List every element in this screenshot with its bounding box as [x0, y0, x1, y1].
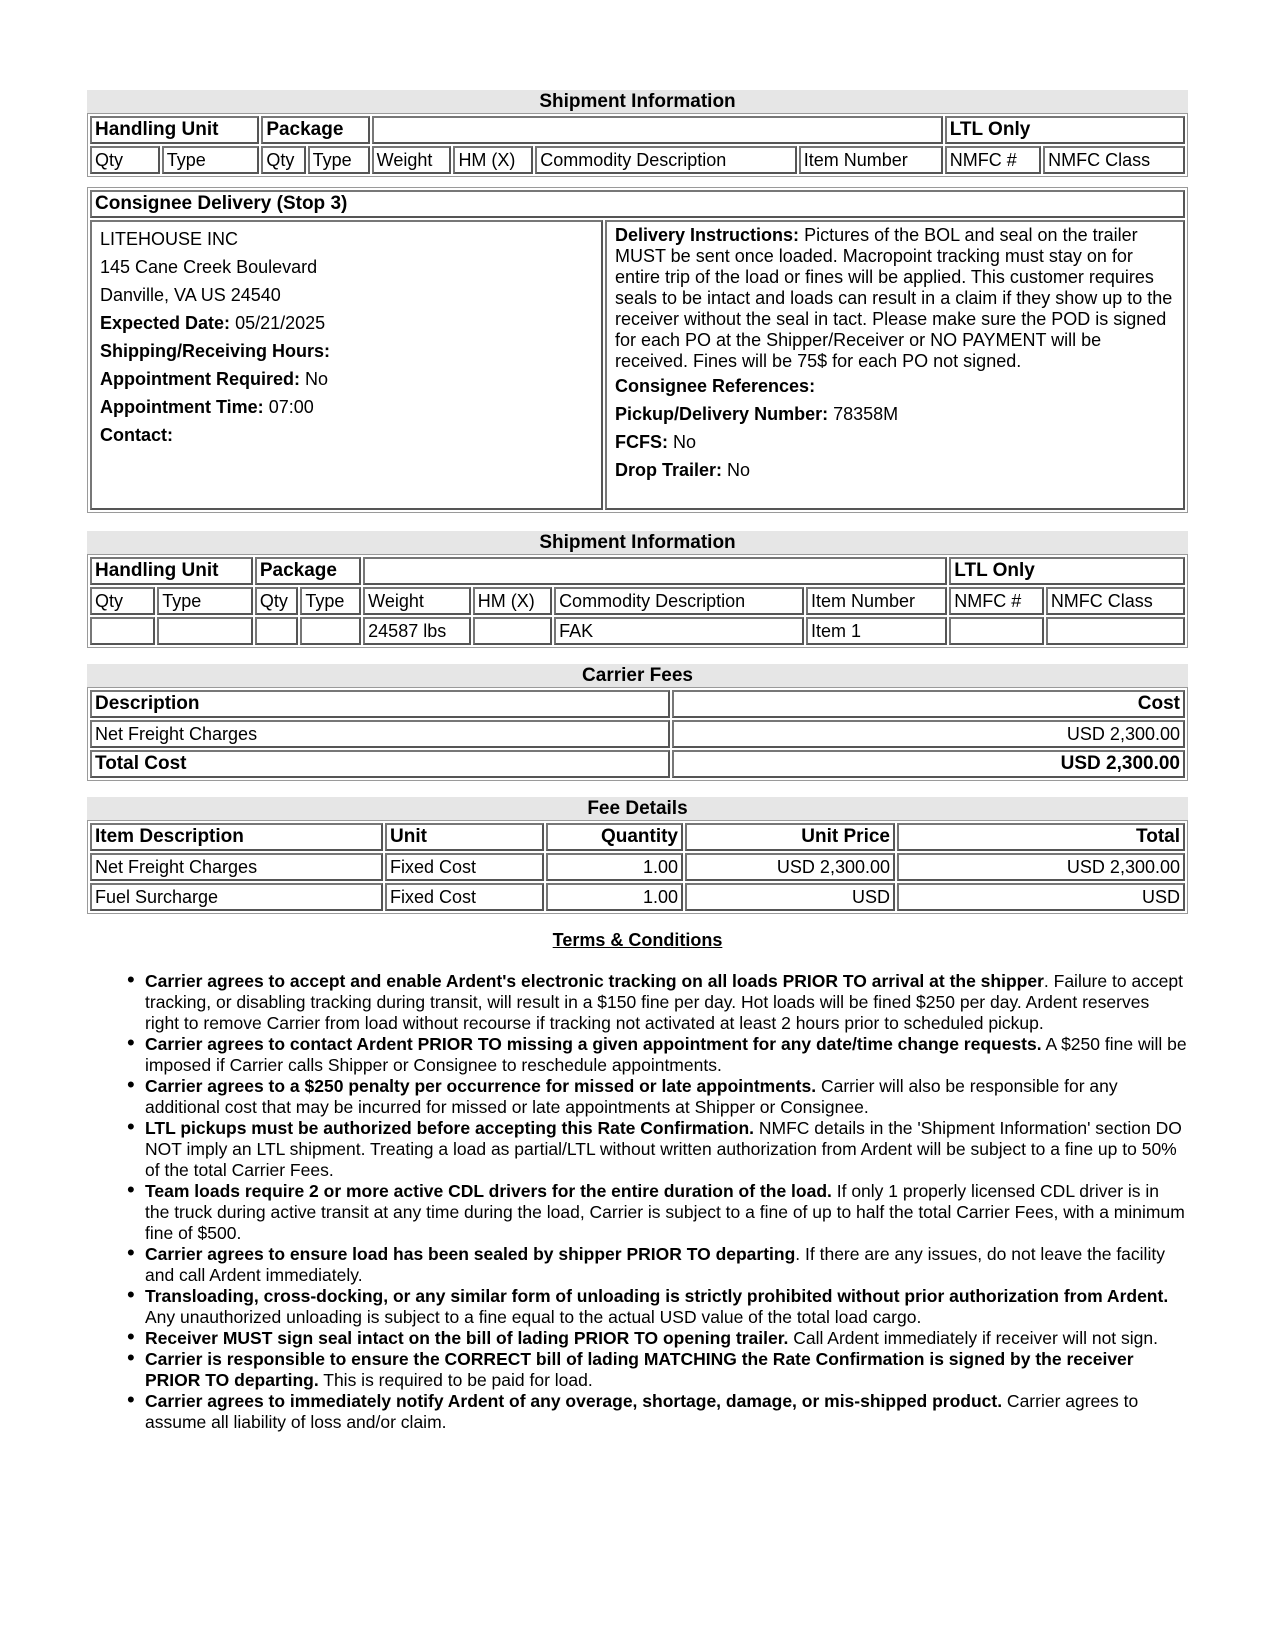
- cell-hm: [473, 617, 552, 645]
- shipment-info-title: Shipment Information: [87, 90, 1188, 113]
- cell-nmfc-class: [1046, 617, 1185, 645]
- term-text: Any unauthorized unloading is subject to a fine equal to the actual USD value of the total load cargo.: [145, 1307, 922, 1327]
- term-bold: Receiver MUST sign seal intact on the bill of lading PRIOR TO opening trailer.: [145, 1328, 789, 1348]
- list-item: [145, 1034, 1188, 1076]
- term-text: If only 1 properly licensed CDL driver is in the truck during active transit at any time during the load, Carrier is subject to a fine of up to half the total Carrier Fees, with a minimum fine of $500.: [145, 1181, 1185, 1243]
- col-header: Unit Price: [685, 823, 895, 851]
- appointment-required-label: Appointment Required:: [100, 369, 300, 389]
- delivery-instructions-block: [605, 220, 1185, 510]
- list-item: [145, 1181, 1188, 1244]
- col-header: Weight: [363, 587, 471, 615]
- total-cost-label: Total Cost: [90, 750, 670, 778]
- col-header: Weight: [372, 146, 452, 174]
- col-header: Type: [300, 587, 361, 615]
- term-text: Carrier agrees to assume all liability of loss and/or claim.: [145, 1391, 1139, 1432]
- shipment-info-title: Shipment Information: [87, 531, 1188, 554]
- terms-title: Terms & Conditions: [552, 930, 723, 950]
- term-bold: Carrier agrees to accept and enable Ardent's electronic tracking on all loads PRIOR TO arrival at the shipper: [145, 971, 1044, 991]
- fee-details-title: Fee Details: [87, 797, 1188, 820]
- table-row: [90, 617, 1185, 645]
- package-header: Package: [261, 116, 369, 144]
- cell-type: [157, 617, 253, 645]
- fcfs-label: FCFS:: [615, 432, 668, 452]
- col-header: HM (X): [473, 587, 552, 615]
- col-header: Item Number: [799, 146, 943, 174]
- fee-unit: Fixed Cost: [385, 883, 544, 911]
- fee-total: USD: [897, 883, 1185, 911]
- hours-label: Shipping/Receiving Hours:: [100, 341, 331, 361]
- consignee-references-label: Consignee References:: [615, 376, 816, 396]
- term-text: Carrier will also be responsible for any additional cost that may be incurred for missed or late appointments at Shipper or Consignee.: [145, 1076, 1118, 1117]
- col-header: NMFC #: [949, 587, 1044, 615]
- list-item: [145, 1328, 1188, 1349]
- fees-description-header: Description: [90, 690, 670, 718]
- cell-package-type: [300, 617, 361, 645]
- term-text: A $250 fine will be imposed if Carrier calls Shipper or Consignee to reschedule appointments.: [145, 1034, 1187, 1075]
- consignee-address-line1: 145 Cane Creek Boulevard: [100, 257, 318, 277]
- term-bold: Team loads require 2 or more active CDL drivers for the entire duration of the load.: [145, 1181, 832, 1201]
- ltl-only-header: LTL Only: [945, 116, 1185, 144]
- expected-date-label: Expected Date:: [100, 313, 231, 333]
- total-cost-value: USD 2,300.00: [672, 750, 1185, 778]
- term-bold: LTL pickups must be authorized before accepting this Rate Confirmation.: [145, 1118, 755, 1138]
- cell-qty: [90, 617, 155, 645]
- term-text: NMFC details in the 'Shipment Information' section DO NOT imply an LTL shipment. Treating a load as partial/LTL without written authorization from Ardent will be subject to a fine up to 50% of the total Carrier Fees.: [145, 1118, 1182, 1180]
- list-item: [145, 1286, 1188, 1328]
- fee-cost: USD 2,300.00: [672, 720, 1185, 748]
- col-header: Unit: [385, 823, 544, 851]
- terms-list: [87, 971, 1188, 1433]
- col-header: Total: [897, 823, 1185, 851]
- cell-commodity: FAK: [554, 617, 804, 645]
- term-text: . Failure to accept tracking, or disabling tracking during transit, will result in a $150 fine per day. Hot loads will be fined $250 per day. Ardent reserves right to remove Carrier from load without recourse if tracking not activated at least 2 hours prior to scheduled pickup.: [145, 971, 1184, 1033]
- fee-unit: Fixed Cost: [385, 853, 544, 881]
- contact-label: Contact:: [100, 425, 173, 445]
- carrier-fees-title: Carrier Fees: [87, 664, 1188, 687]
- fee-item-description: Net Freight Charges: [90, 853, 383, 881]
- fee-details-table: [87, 820, 1188, 914]
- cell-package-qty: [255, 617, 298, 645]
- table-row: [90, 720, 1185, 748]
- delivery-instructions-label: Delivery Instructions:: [615, 225, 800, 245]
- handling-unit-header: Handling Unit: [90, 116, 259, 144]
- rate-confirmation-page: [87, 90, 1188, 1433]
- appointment-time-label: Appointment Time:: [100, 397, 264, 417]
- col-header: NMFC #: [945, 146, 1041, 174]
- term-text: Call Ardent immediately if receiver will not sign.: [788, 1328, 1158, 1348]
- consignee-address-line2: Danville, VA US 24540: [100, 285, 281, 305]
- blank-header: [363, 557, 947, 585]
- col-header: Qty: [90, 587, 155, 615]
- shipment-info-table: [87, 554, 1188, 648]
- list-item: [145, 1349, 1188, 1391]
- appointment-time-value: 07:00: [268, 397, 314, 417]
- col-header: Qty: [261, 146, 305, 174]
- fees-cost-header: Cost: [672, 690, 1185, 718]
- list-item: [145, 1391, 1188, 1433]
- package-header: Package: [255, 557, 361, 585]
- pickup-number-label: Pickup/Delivery Number:: [615, 404, 829, 424]
- col-header: Qty: [90, 146, 160, 174]
- consignee-name: LITEHOUSE INC: [100, 229, 239, 249]
- term-bold: Carrier agrees to a $250 penalty per occurrence for missed or late appointments.: [145, 1076, 817, 1096]
- col-header: Commodity Description: [554, 587, 804, 615]
- fee-description: Net Freight Charges: [90, 720, 670, 748]
- list-item: [145, 1244, 1188, 1286]
- consignee-address-block: [90, 220, 603, 510]
- col-header: NMFC Class: [1046, 587, 1185, 615]
- cell-item-number: Item 1: [806, 617, 947, 645]
- term-text: This is required to be paid for load.: [318, 1370, 593, 1390]
- term-bold: Carrier agrees to contact Ardent PRIOR TO missing a given appointment for any date/time change requests.: [145, 1034, 1042, 1054]
- drop-trailer-value: No: [727, 460, 751, 480]
- list-item: [145, 1118, 1188, 1181]
- col-header: HM (X): [453, 146, 533, 174]
- col-header: Item Number: [806, 587, 947, 615]
- term-bold: Carrier agrees to ensure load has been sealed by shipper PRIOR TO departing: [145, 1244, 796, 1264]
- col-header: Commodity Description: [535, 146, 796, 174]
- pickup-number-value: 78358M: [833, 404, 899, 424]
- table-row: [90, 853, 1185, 881]
- shipment-info-table: [87, 113, 1188, 177]
- list-item: [145, 971, 1188, 1034]
- col-header: Type: [162, 146, 260, 174]
- col-header: Quantity: [546, 823, 683, 851]
- appointment-required-value: No: [305, 369, 329, 389]
- term-bold: Carrier is responsible to ensure the CORRECT bill of lading MATCHING the Rate Confirmation is signed by the receiver PRIOR TO departing.: [145, 1349, 1134, 1390]
- fee-unit-price: USD: [685, 883, 895, 911]
- table-row: [90, 883, 1185, 911]
- cell-nmfc-number: [949, 617, 1044, 645]
- drop-trailer-label: Drop Trailer:: [615, 460, 723, 480]
- carrier-fees-table: [87, 687, 1188, 781]
- delivery-instructions-text: Pictures of the BOL and seal on the trailer MUST be sent once loaded. Macropoint tracking must stay on for entire trip of the load or fines will be applied. This customer requires seals to be intact and loads can result in a claim if they show up to the receiver without the seal in tact. Please make sure the POD is signed for each PO at the Shipper/Receiver or NO PAYMENT will be received. Fines will be 75$ for each PO not signed.: [615, 225, 1173, 371]
- col-header: Type: [308, 146, 370, 174]
- expected-date-value: 05/21/2025: [235, 313, 326, 333]
- list-item: [145, 1076, 1188, 1118]
- col-header: Item Description: [90, 823, 383, 851]
- term-bold: Carrier agrees to immediately notify Ardent of any overage, shortage, damage, or mis-shipped product.: [145, 1391, 1003, 1411]
- term-bold: Transloading, cross-docking, or any similar form of unloading is strictly prohibited without prior authorization from Ardent.: [145, 1286, 1169, 1306]
- fee-total: USD 2,300.00: [897, 853, 1185, 881]
- cell-weight: 24587 lbs: [363, 617, 471, 645]
- fee-quantity: 1.00: [546, 883, 683, 911]
- col-header: NMFC Class: [1043, 146, 1185, 174]
- col-header: Type: [157, 587, 253, 615]
- blank-header: [372, 116, 943, 144]
- col-header: Qty: [255, 587, 298, 615]
- term-text: . If there are any issues, do not leave the facility and call Ardent immediately.: [145, 1244, 1165, 1285]
- consignee-title: Consignee Delivery (Stop 3): [90, 190, 1185, 218]
- consignee-table: [87, 187, 1188, 513]
- fee-item-description: Fuel Surcharge: [90, 883, 383, 911]
- ltl-only-header: LTL Only: [949, 557, 1185, 585]
- fcfs-value: No: [673, 432, 697, 452]
- handling-unit-header: Handling Unit: [90, 557, 253, 585]
- fee-quantity: 1.00: [546, 853, 683, 881]
- fee-unit-price: USD 2,300.00: [685, 853, 895, 881]
